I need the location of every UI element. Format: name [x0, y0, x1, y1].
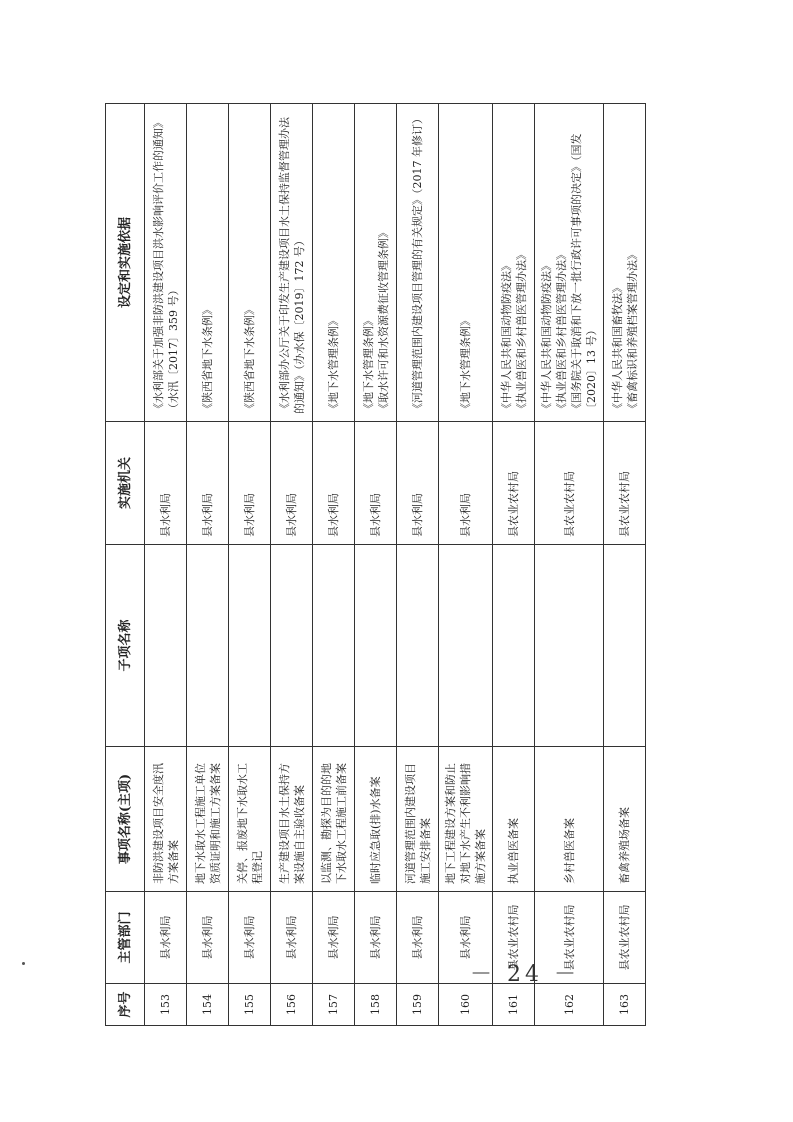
- cell-agency: 县水利局: [313, 422, 355, 545]
- cell-no: 161: [493, 984, 535, 1026]
- cell-no: 160: [439, 984, 493, 1026]
- basis-line: 《中华人民共和国动物防疫法》: [499, 260, 513, 414]
- table-row: [145, 104, 187, 1026]
- table-row: [604, 104, 646, 1026]
- table-row: [187, 104, 229, 1026]
- basis-line: 《陕西省地下水条例》: [243, 304, 256, 414]
- cell-agency: 县水利局: [355, 422, 397, 545]
- cell-no: 153: [145, 984, 187, 1026]
- cell-dept: 县水利局: [145, 892, 187, 984]
- cell-no: 154: [187, 984, 229, 1026]
- header-basis: 设定和实施依据: [106, 104, 145, 422]
- table-header-row: [106, 104, 145, 1026]
- cell-basis: [397, 104, 439, 422]
- cell-item: 执业兽医备案: [493, 747, 535, 892]
- cell-no: 158: [355, 984, 397, 1026]
- cell-no: 163: [604, 984, 646, 1026]
- header-item: 事项名称(主项): [106, 747, 145, 892]
- cell-item: 地下工程建设方案和防止对地下水产生不利影响措施方案备案: [439, 747, 493, 892]
- cell-no: 156: [271, 984, 313, 1026]
- cell-agency: 县农业农村局: [604, 422, 646, 545]
- table-row: [271, 104, 313, 1026]
- header-dept: 主管部门: [106, 892, 145, 984]
- cell-basis: [535, 104, 604, 422]
- cell-basis: [313, 104, 355, 422]
- cell-sub: [313, 545, 355, 747]
- cell-dept: 县水利局: [313, 892, 355, 984]
- cell-dept: 县农业农村局: [535, 892, 604, 984]
- table-row: [229, 104, 271, 1026]
- cell-agency: 县水利局: [271, 422, 313, 545]
- basis-line: 《河道管理范围内建设项目管理的有关规定》（2017 年修订）: [411, 113, 424, 414]
- cell-agency: 县水利局: [397, 422, 439, 545]
- table-row: [355, 104, 397, 1026]
- page-number: － 24 －: [470, 962, 580, 987]
- basis-line: 《地下水管理条例》: [459, 315, 472, 414]
- cell-dept: 县水利局: [187, 892, 229, 984]
- table-row: [397, 104, 439, 1026]
- cell-item: 临时应急取(排)水备案: [355, 747, 397, 892]
- cell-agency: 县农业农村局: [493, 422, 535, 545]
- cell-dept: 县农业农村局: [493, 892, 535, 984]
- cell-basis: [187, 104, 229, 422]
- cell-sub: [271, 545, 313, 747]
- header-agency: 实施机关: [106, 422, 145, 545]
- cell-basis: [604, 104, 646, 422]
- cell-dept: 县水利局: [397, 892, 439, 984]
- cell-dept: 县水利局: [229, 892, 271, 984]
- header-no: 序号: [106, 984, 145, 1026]
- cell-item: 畜禽养殖场备案: [604, 747, 646, 892]
- cell-basis: [355, 104, 397, 422]
- basis-line: 《水利部关于加强非防洪建设项目洪水影响评价工作的通知》（水汛〔2017〕359 号）: [151, 117, 180, 414]
- basis-line: 《中华人民共和国动物防疫法》: [540, 260, 553, 414]
- scan-speck: [22, 962, 25, 965]
- basis-line: 《水利部办公厅关于印发生产建设项目水土保持监督管理办法的通知》（办水保〔2019〕172 号）: [277, 117, 306, 414]
- cell-sub: [439, 545, 493, 747]
- cell-basis: [439, 104, 493, 422]
- cell-sub: [145, 545, 187, 747]
- cell-item: 以监测、勘探为目的的地下水取水工程施工前备案: [313, 747, 355, 892]
- cell-no: 162: [535, 984, 604, 1026]
- cell-sub: [604, 545, 646, 747]
- cell-dept: 县农业农村局: [604, 892, 646, 984]
- cell-no: 155: [229, 984, 271, 1026]
- cell-sub: [187, 545, 229, 747]
- table-row: [493, 104, 535, 1026]
- cell-dept: 县水利局: [439, 892, 493, 984]
- cell-item: 非防洪建设项目安全度汛方案备案: [145, 747, 187, 892]
- cell-basis: [145, 104, 187, 422]
- cell-item: 乡村兽医备案: [535, 747, 604, 892]
- table-row: [313, 104, 355, 1026]
- cell-item: 地下水取水工程施工单位资质证明和施工方案备案: [187, 747, 229, 892]
- header-sub: 子项名称: [106, 545, 145, 747]
- cell-basis: [493, 104, 535, 422]
- cell-basis: [271, 104, 313, 422]
- cell-agency: 县农业农村局: [535, 422, 604, 545]
- basis-line: 《中华人民共和国畜牧法》: [610, 282, 624, 414]
- cell-no: 157: [313, 984, 355, 1026]
- cell-basis: [229, 104, 271, 422]
- cell-item: 河道管理范围内建设项目施工安排备案: [397, 747, 439, 892]
- basis-line: 《畜禽标识和养殖档案管理办法》: [625, 249, 639, 414]
- basis-line: 《地下水管理条例》: [327, 315, 340, 414]
- table-row: [535, 104, 604, 1026]
- basis-line: 《执业兽医和乡村兽医管理办法》: [514, 249, 528, 414]
- records-table: [105, 103, 646, 1026]
- cell-sub: [355, 545, 397, 747]
- cell-sub: [535, 545, 604, 747]
- cell-sub: [397, 545, 439, 747]
- cell-sub: [493, 545, 535, 747]
- cell-agency: 县水利局: [229, 422, 271, 545]
- table-row: [439, 104, 493, 1026]
- cell-agency: 县水利局: [187, 422, 229, 545]
- cell-no: 159: [397, 984, 439, 1026]
- cell-dept: 县水利局: [271, 892, 313, 984]
- cell-dept: 县水利局: [355, 892, 397, 984]
- cell-sub: [229, 545, 271, 747]
- cell-agency: 县水利局: [439, 422, 493, 545]
- cell-item: 关停、报废地下水取水工程登记: [229, 747, 271, 892]
- basis-line: 《执业兽医和乡村兽医管理办法》: [555, 249, 568, 414]
- basis-line: 《国务院关于取消和下放一批行政许可事项的决定》（国发〔2020〕13 号）: [570, 133, 598, 414]
- basis-line: 《陕西省地下水条例》: [201, 304, 214, 414]
- cell-agency: 县水利局: [145, 422, 187, 545]
- cell-item: 生产建设项目水土保持方案设施自主验收备案: [271, 747, 313, 892]
- basis-line: 《地下水管理条例》: [361, 315, 375, 414]
- basis-line: 《取水许可和水资源费征收管理条例》: [376, 227, 390, 414]
